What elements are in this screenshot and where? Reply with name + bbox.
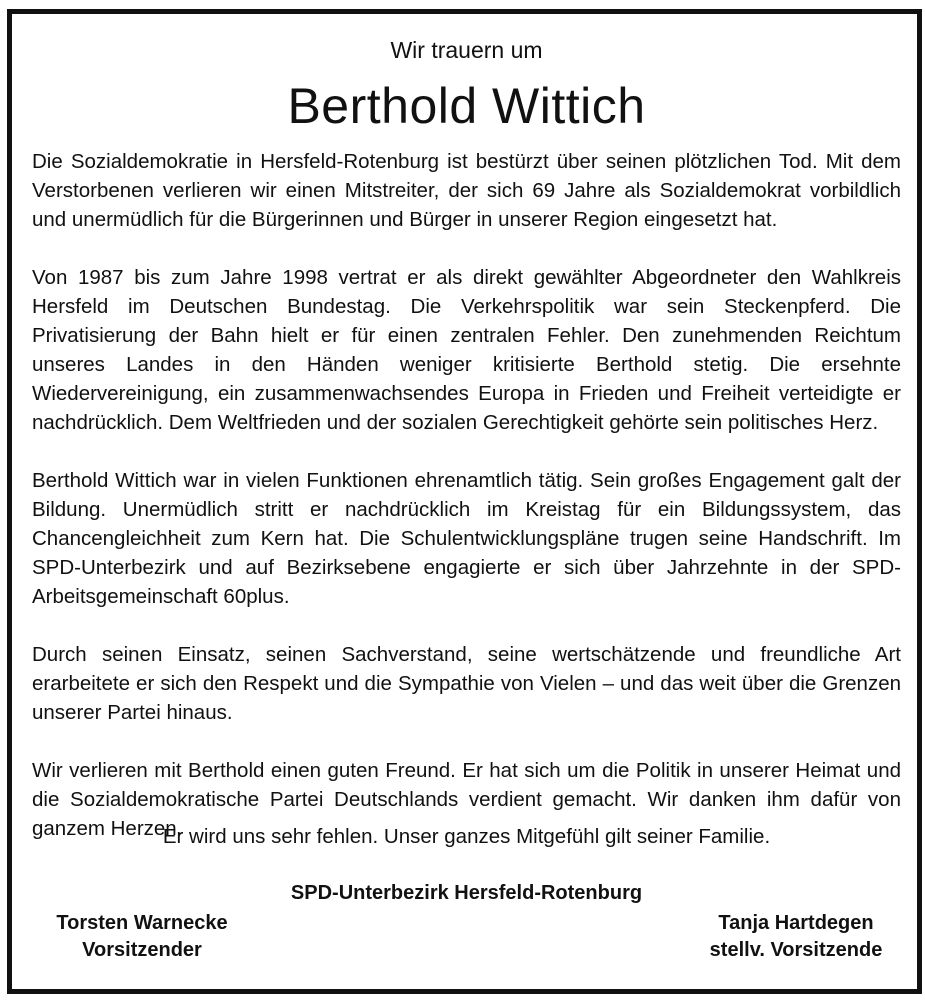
paragraph-career: Von 1987 bis zum Jahre 1998 vertrat er als direkt gewählter Abgeordneter den Wahlkreis Hersfeld im Deutschen Bundestag. Die Verkehrspolitik war sein Steckenpferd. Die Privatisierung der Bahn hielt er für einen zentralen Fehler. Den zunehmenden Reichtum unseres Landes in den Händen weniger kritisierte Berthold stetig. Die ersehnte Wiedervereinigung, ein zusammenwachsendes Europa in Frieden und Freiheit verteidigte er nachdrücklich. Dem Weltfrieden und der sozialen Gerechtigkeit gehörte sein politisches Herz. (32, 266, 901, 434)
notice-content (32, 14, 901, 989)
deceased-name: Berthold Wittich (287, 78, 646, 134)
intro-line: Wir trauern um (390, 37, 543, 63)
paragraph-engagement: Berthold Wittich war in vielen Funktionen ehrenamtlich tätig. Sein großes Engagement galt der Bildung. Unermüdlich stritt er nachdrücklich im Kreistag für ein Bildungssystem, das Chancengleichheit zum Kern hat. Die Schulentwicklungspläne trugen seine Handschrift. Im SPD-Unterbezirk und auf Bezirksebene engagierte er sich über Jahrzehnte in der SPD-Arbeitsgemeinschaft 60plus. (32, 469, 901, 608)
paragraph-farewell: Wir verlieren mit Berthold einen guten Freund. Er hat sich um die Politik in unserer Heimat und die Sozialdemokratische Partei Deutschlands verdient gemacht. Wir danken ihm dafür von ganzem Herzen. (32, 759, 901, 840)
paragraph-character: Durch seinen Einsatz, seinen Sachverstand, seine wertschätzende und freundliche Art erarbeitete er sich den Respekt und die Sympathie von Vielen – und das weit über die Grenzen unserer Partei hinaus. (32, 643, 901, 724)
signer-role: Vorsitzender (82, 939, 202, 961)
signer-name: Torsten Warnecke (56, 912, 228, 934)
closing-line: Er wird uns sehr fehlen. Unser ganzes Mitgefühl gilt seiner Familie. (162, 825, 771, 848)
signer-name: Tanja Hartdegen (718, 912, 874, 934)
organization-name: SPD-Unterbezirk Hersfeld-Rotenburg (290, 882, 643, 904)
notice-body (32, 147, 901, 872)
signer-role: stellv. Vorsitzende (709, 939, 883, 961)
paragraph-condolence: Die Sozialdemokratie in Hersfeld-Rotenburg ist bestürzt über seinen plötzlichen Tod. Mit dem Verstorbenen verlieren wir einen Mitstreiter, der sich 69 Jahre als Sozialdemokrat vorbildlich und unermüdlich für die Bürgerinnen und Bürger in unserer Region eingesetzt hat. (32, 150, 901, 231)
signer-vice-chair (691, 910, 901, 964)
signer-chair (42, 910, 242, 964)
notice-border (7, 9, 922, 994)
